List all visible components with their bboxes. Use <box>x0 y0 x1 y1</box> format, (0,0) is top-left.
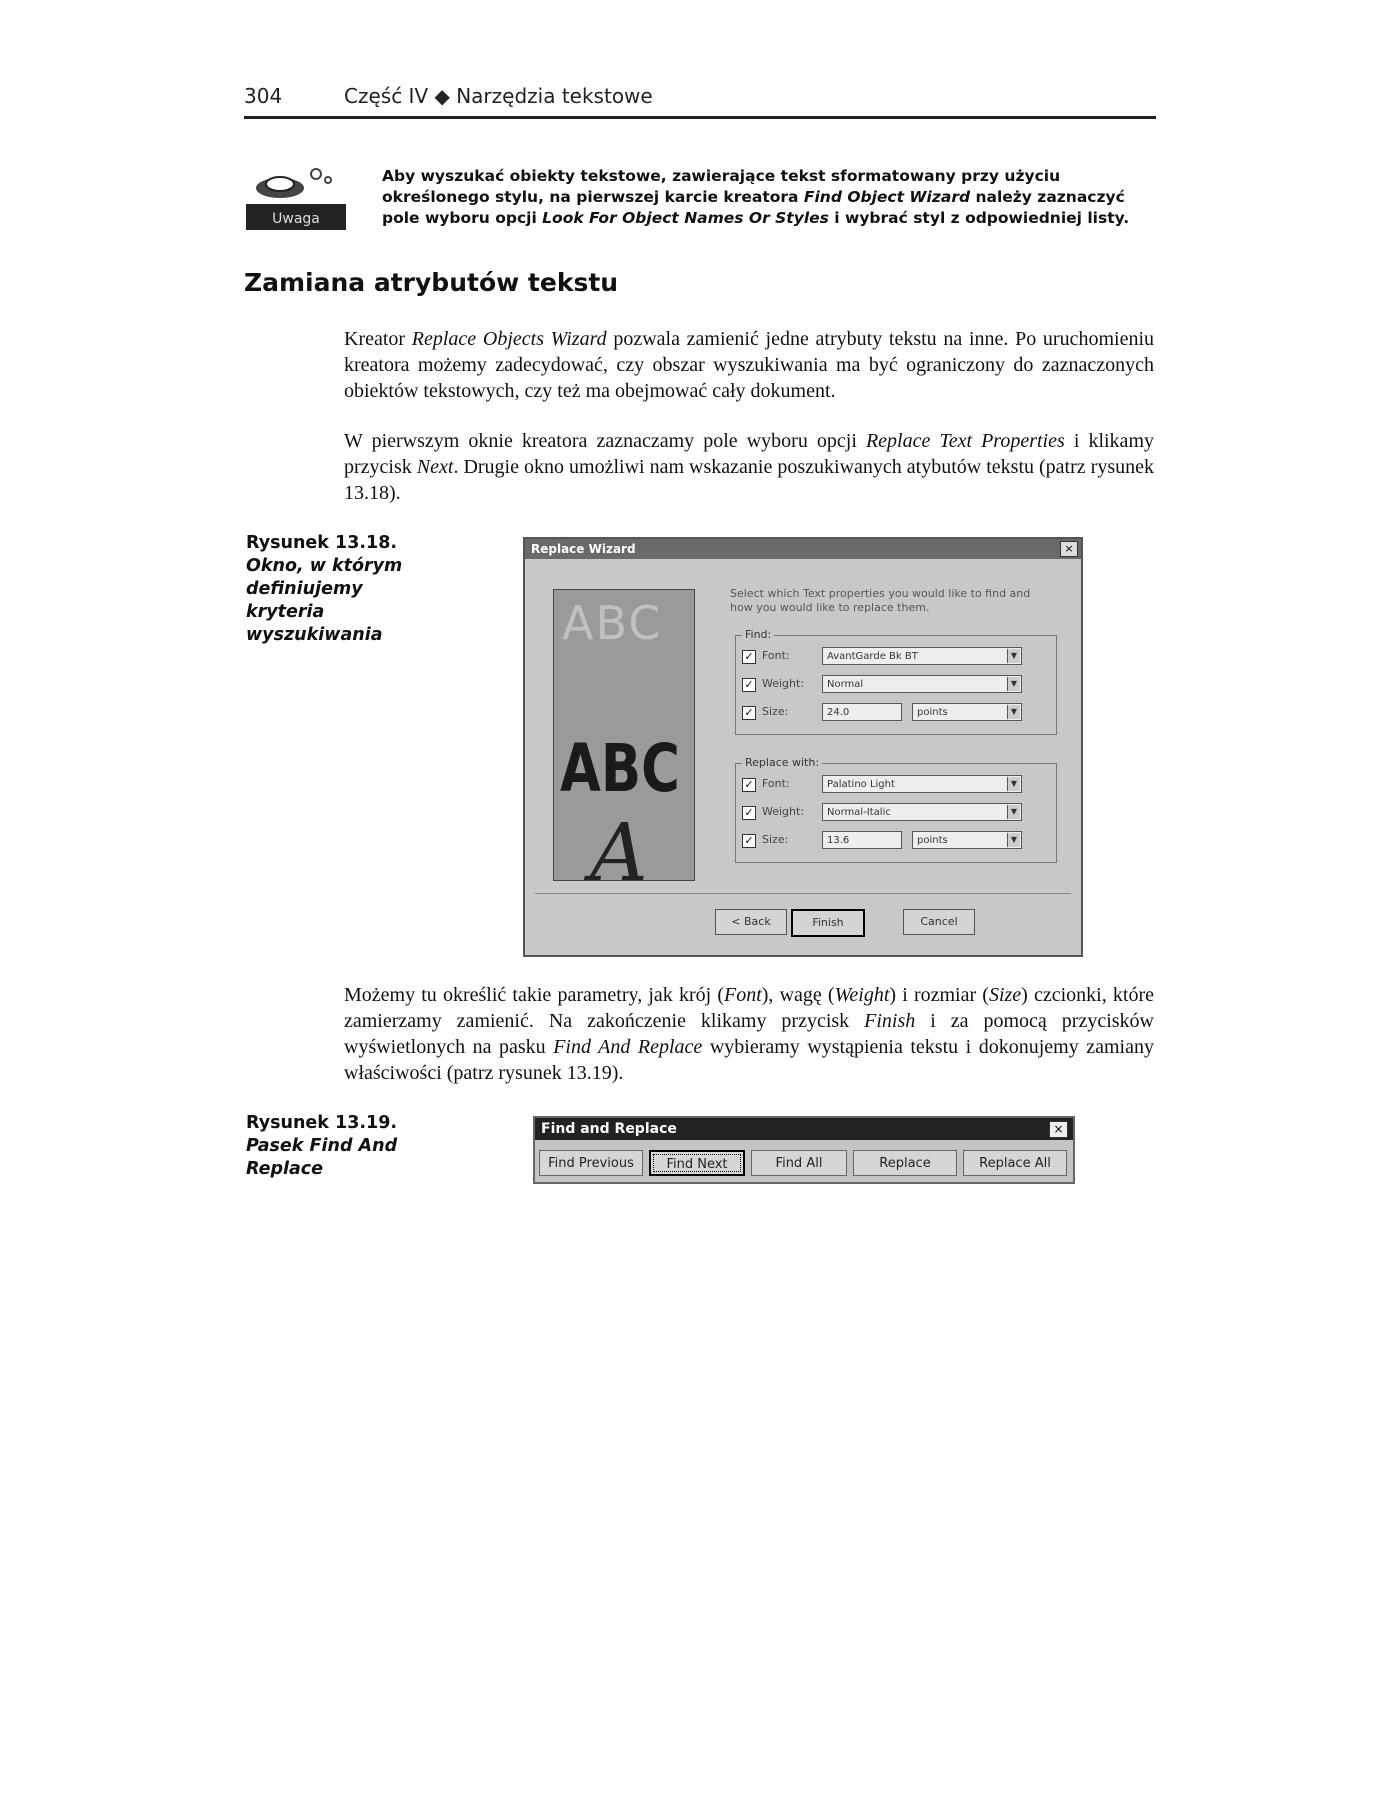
replace-wizard-dialog <box>523 537 1083 957</box>
figure-number: Rysunek 13.19. <box>246 1113 398 1133</box>
replace-weight-select[interactable]: Normal-Italic ▼ <box>822 803 1022 821</box>
replace-unit-select[interactable]: points ▼ <box>912 831 1022 849</box>
paragraph-2: W pierwszym oknie kreatora zaznaczamy pole wyboru opcji Replace Text Properties i klikamy przycisk Next. Drugie okno umożliwi nam wskazanie poszukiwanych atybutów tekstu (patrz rysunek 13.18). <box>344 430 1154 504</box>
replace-size-input[interactable]: 13.6 <box>822 831 902 849</box>
figure-description: Pasek Find And Replace <box>246 1136 398 1179</box>
note-icon <box>246 160 346 230</box>
running-header <box>244 84 1156 114</box>
find-font-select[interactable]: AvantGarde Bk BT ▼ <box>822 647 1022 665</box>
chevron-down-icon: ▼ <box>1007 649 1020 663</box>
replace-font-checkbox[interactable]: ✓ <box>742 778 756 792</box>
chevron-down-icon: ▼ <box>1007 833 1020 847</box>
toolbar-title: Find and Replace <box>535 1118 1073 1140</box>
replace-all-button[interactable]: Replace All <box>963 1150 1067 1176</box>
cancel-button[interactable]: Cancel <box>903 909 975 935</box>
replace-font-row <box>742 774 1048 796</box>
replace-weight-row <box>742 802 1048 824</box>
replace-group-label: Replace with: <box>742 756 822 769</box>
figure-description: Okno, w którym definiujemy kryteria wyszukiwania <box>246 556 403 645</box>
find-and-replace-toolbar <box>533 1116 1075 1184</box>
find-weight-row <box>742 674 1048 696</box>
font-label: Font: <box>762 777 790 790</box>
find-next-button[interactable]: Find Next <box>649 1150 745 1176</box>
replace-font-select[interactable]: Palatino Light ▼ <box>822 775 1022 793</box>
chevron-down-icon: ▼ <box>1007 677 1020 691</box>
preview-image <box>553 589 695 881</box>
preview-big-text: ABC <box>560 730 680 807</box>
find-font-checkbox[interactable]: ✓ <box>742 650 756 664</box>
find-weight-checkbox[interactable]: ✓ <box>742 678 756 692</box>
paragraph-3: Możemy tu określić takie parametry, jak krój (Font), wagę (Weight) i rozmiar (Size) czcionki, które zamierzamy zamienić. Na zakończenie klikamy przycisk Finish i za pomocą przycisków wyświetlonych na pasku Find And Replace wybieramy wystąpienia tekstu i dokonujemy zamiany właściwości (patrz rysunek 13.19). <box>344 984 1154 1084</box>
find-all-button[interactable]: Find All <box>751 1150 847 1176</box>
find-size-row <box>742 702 1048 724</box>
finish-button[interactable]: Finish <box>791 909 865 937</box>
find-size-checkbox[interactable]: ✓ <box>742 706 756 720</box>
instruction-text: Select which Text properties you would like to find and how you would like to replace them. <box>730 587 1031 614</box>
replace-size-row <box>742 830 1048 852</box>
section-heading: Zamiana atrybutów tekstu <box>244 268 619 297</box>
paragraph-1: Kreator Replace Objects Wizard pozwala zamienić jedne atrybuty tekstu na inne. Po uruchomieniu kreatora możemy zadecydować, czy obszar wyszukiwania ma być ograniczony do zaznaczonych obiektów tekstowych, czy też ma obejmować cały dokument. <box>344 328 1155 402</box>
note-text: Aby wyszukać obiekty tekstowe, zawierające tekst sformatowany przy użyciu określonego stylu, na pierwszej karcie kreatora Find Object Wizard należy zaznaczyć pole wyboru opcji Look For Object Names Or Styles i wybrać styl z odpowiedniej listy. <box>382 167 1130 227</box>
dialog-separator <box>535 893 1071 894</box>
chevron-down-icon: ▼ <box>1007 805 1020 819</box>
close-icon[interactable]: × <box>1049 1121 1068 1138</box>
size-label: Size: <box>762 833 789 846</box>
replace-group <box>735 756 1057 863</box>
replace-weight-checkbox[interactable]: ✓ <box>742 806 756 820</box>
replace-button[interactable]: Replace <box>853 1150 957 1176</box>
find-previous-button[interactable]: Find Previous <box>539 1150 643 1176</box>
find-size-input[interactable]: 24.0 <box>822 703 902 721</box>
note-icon-label: Uwaga <box>272 211 320 227</box>
replace-size-checkbox[interactable]: ✓ <box>742 834 756 848</box>
chevron-down-icon: ▼ <box>1007 705 1020 719</box>
dialog-title: Replace Wizard <box>525 539 1081 559</box>
size-label: Size: <box>762 705 789 718</box>
find-group-label: Find: <box>742 628 774 641</box>
font-label: Font: <box>762 649 790 662</box>
find-font-row <box>742 646 1048 668</box>
header-rule <box>244 116 1156 119</box>
figure-number: Rysunek 13.18. <box>246 533 398 553</box>
find-weight-select[interactable]: Normal ▼ <box>822 675 1022 693</box>
page-number: 304 <box>244 84 283 108</box>
figure-caption-13-19 <box>246 1112 446 1181</box>
preview-ghost-text: ABC <box>562 596 663 650</box>
back-button[interactable]: < Back <box>715 909 787 935</box>
weight-label: Weight: <box>762 677 805 690</box>
figure-caption-13-18 <box>246 532 446 647</box>
chevron-down-icon: ▼ <box>1007 777 1020 791</box>
weight-label: Weight: <box>762 805 805 818</box>
preview-script-letter: A <box>590 806 648 881</box>
close-icon[interactable]: × <box>1060 541 1078 557</box>
find-group <box>735 628 1057 735</box>
section-title: Część IV ◆ Narzędzia tekstowe <box>344 84 653 108</box>
find-unit-select[interactable]: points ▼ <box>912 703 1022 721</box>
